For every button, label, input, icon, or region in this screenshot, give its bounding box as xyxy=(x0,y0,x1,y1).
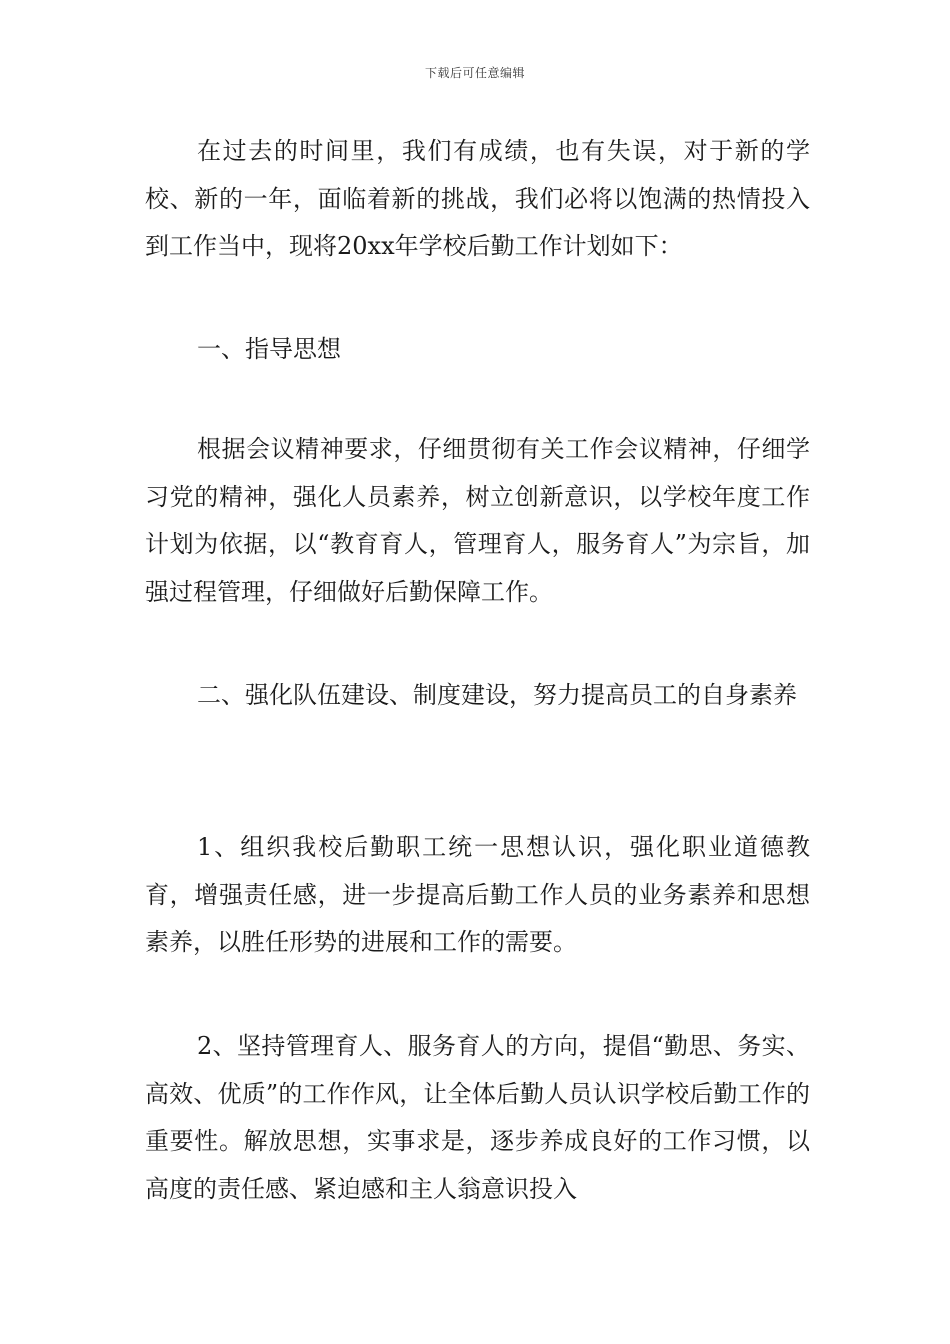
section-heading-guiding-thought: 一、指导思想 xyxy=(197,335,341,363)
list-item-1: 1、组织我校后勤职工统一思想认识，强化职业道德教育，增强责任感，进一步提高后勤工作人员的业务素养和思想素养，以胜任形势的进展和工作的需要。 xyxy=(145,833,810,956)
page-header-note: 下载后可任意编辑 xyxy=(424,66,525,80)
intro-paragraph: 在过去的时间里，我们有成绩，也有失误，对于新的学校、新的一年，面临着新的挑战，我们必将以饱满的热情投入到工作当中，现将20xx年学校后勤工作计划如下： xyxy=(145,137,810,260)
guiding-thought-paragraph: 根据会议精神要求，仔细贯彻有关工作会议精神，仔细学习党的精神，强化人员素养，树立创新意识，以学校年度工作计划为依据，以“教育育人，管理育人，服务育人”为宗旨，加强过程管理，仔细做好后勤保障工作。 xyxy=(145,435,810,606)
section-heading-team-building: 二、强化队伍建设、制度建设，努力提高员工的自身素养 xyxy=(197,681,797,709)
list-item-2: 2、坚持管理育人、服务育人的方向，提倡“勤思、务实、高效、优质”的工作作风，让全体后勤人员认识学校后勤工作的重要性。解放思想，实事求是，逐步养成良好的工作习惯，以高度的责任感、紧迫感和主人翁意识投入 xyxy=(145,1032,810,1203)
